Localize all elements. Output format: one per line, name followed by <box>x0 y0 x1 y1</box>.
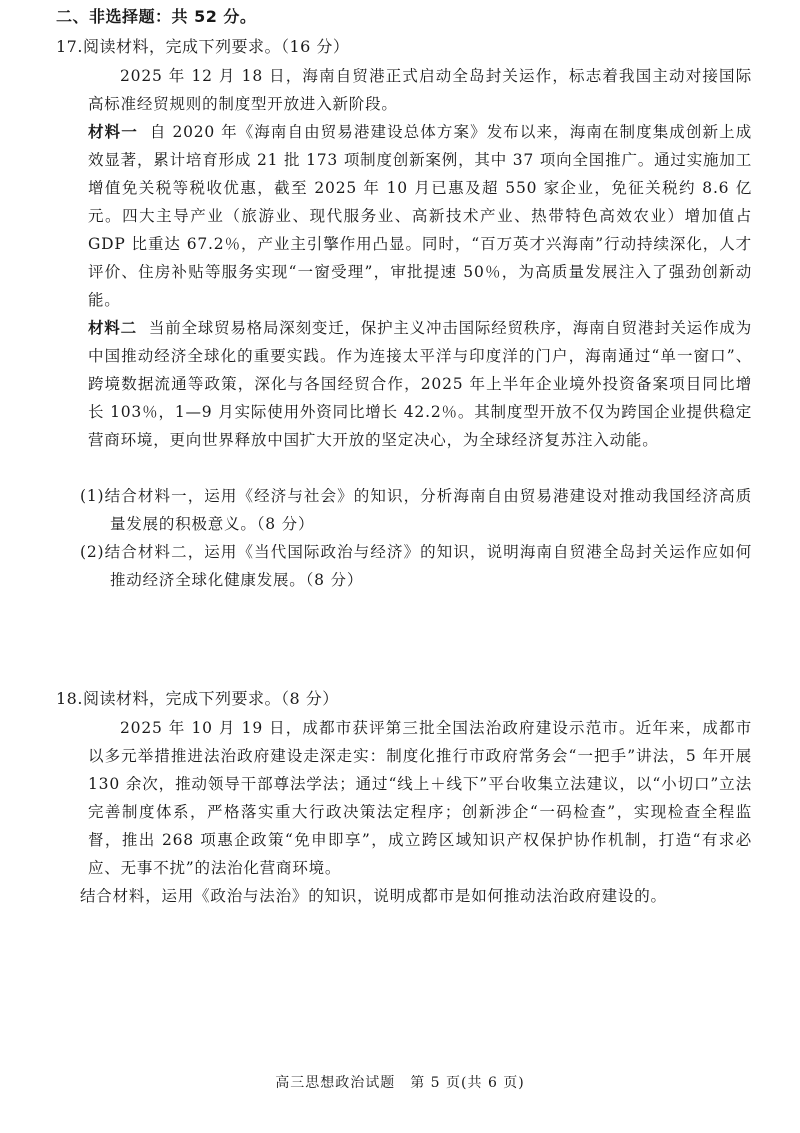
question-17-material-1 <box>88 118 752 314</box>
question-17-intro: 2025 年 12 月 18 日，海南自贸港正式启动全岛封关运作，标志着我国主动对接国际高标准经贸规则的制度型开放进入新阶段。 <box>88 67 752 113</box>
question-18-prompt: 结合材料，运用《政治与法治》的知识，说明成都市是如何推动法治政府建设的。 <box>80 887 667 905</box>
material-2-label: 材料二 <box>88 319 137 337</box>
page-footer: 高三思想政治试题 第 5 页(共 6 页) <box>275 1075 525 1091</box>
question-18-material: 2025 年 10 月 19 日，成都市获评第三批全国法治政府建设示范市。近年来，成都市以多元举措推进法治政府建设走深走实：制度化推行市政府常务会“一把手”讲法，5 年开展 130 余次，推动领导干部尊法学法；通过“线上＋线下”平台收集立法建议，以“小切口”立法完善制度体系，严格落实重大行政决策法定程序；创新涉企“一码检查”，实现检查全程监督，推出 268 项惠企政策“免申即享”，成立跨区域知识产权保护协作机制，打造“有求必应、无事不扰”的法治化营商环境。 <box>88 719 752 877</box>
question-17-sub-2: (2)结合材料二，运用《当代国际政治与经济》的知识，说明海南自贸港全岛封关运作应如何推动经济全球化健康发展。（8 分） <box>80 543 752 589</box>
question-17-sub-1: (1)结合材料一，运用《经济与社会》的知识，分析海南自由贸易港建设对推动我国经济高质量发展的积极意义。（8 分） <box>80 487 752 533</box>
material-1-text: 自 2020 年《海南自由贸易港建设总体方案》发布以来，海南在制度集成创新上成效显著，累计培育形成 21 批 173 项制度创新案例，其中 37 项向全国推广。通过实施加工增值免关税等税收优惠，截至 2025 年 10 月已惠及超 550 家企业，免征关税约 8.6 亿元。四大主导产业（旅游业、现代服务业、高新技术产业、热带特色高效农业）增加值占 GDP 比重达 67.2％，产业主引擎作用凸显。同时，“百万英才兴海南”行动持续深化，人才评价、住房补贴等服务实现“一窗受理”，审批提速 50％，为高质量发展注入了强劲创新动能。 <box>88 123 752 309</box>
section-title: 二、非选择题：共 52 分。 <box>56 7 257 26</box>
material-1-label: 材料一 <box>88 123 138 141</box>
question-18-heading: 18.阅读材料，完成下列要求。（8 分） <box>56 689 339 708</box>
question-17-material-2 <box>88 314 752 454</box>
material-2-text: 当前全球贸易格局深刻变迁，保护主义冲击国际经贸秩序，海南自贸港封关运作成为中国推动经济全球化的重要实践。作为连接太平洋与印度洋的门户，海南通过“单一窗口”、跨境数据流通等政策，深化与各国经贸合作，2025 年上半年企业境外投资备案项目同比增长 103％，1—9 月实际使用外资同比增长 42.2％。其制度型开放不仅为跨国企业提供稳定营商环境，更向世界释放中国扩大开放的坚定决心，为全球经济复苏注入动能。 <box>88 319 753 449</box>
question-17-heading: 17.阅读材料，完成下列要求。（16 分） <box>56 37 350 56</box>
